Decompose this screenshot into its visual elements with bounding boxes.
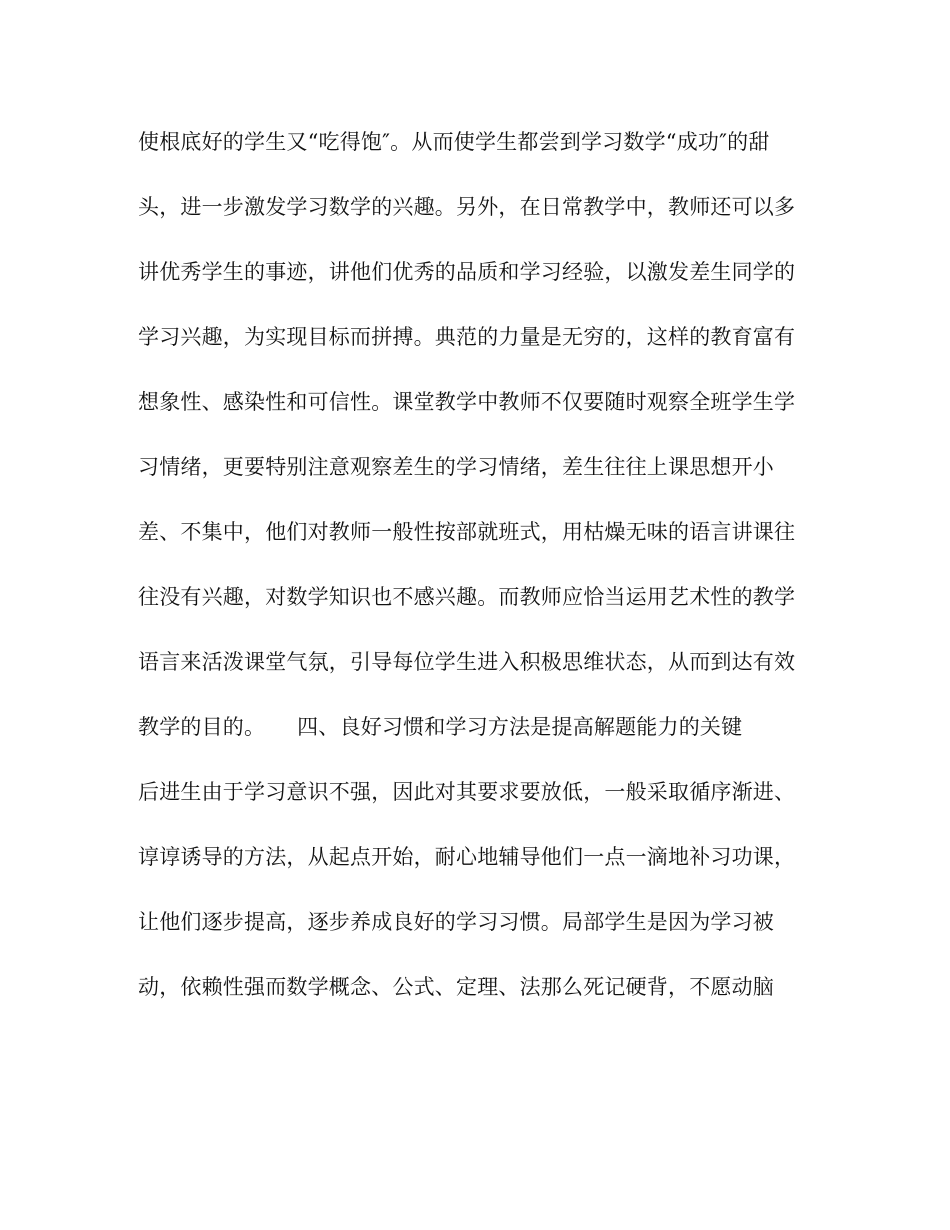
text-line: 习情绪，更要特别注意观察差生的学习情绪，差生往往上课思想开小: [138, 455, 774, 479]
text-line: 头，进一步激发学习数学的兴趣。另外，在日常教学中，教师还可以多: [138, 195, 796, 219]
text-line: 语言来活泼课堂气氛，引导每位学生进入积极思维状态，从而到达有效: [138, 650, 796, 674]
text-line: 动，依赖性强而数学概念、公式、定理、法那么死记硬背，不愿动脑: [138, 975, 774, 999]
text-line: 差、不集中，他们对教师一般性按部就班式，用枯燥无味的语言讲课往: [138, 520, 796, 544]
text-line: 教学的目的。 四、良好习惯和学习方法是提高解题能力的关键: [138, 715, 743, 739]
text-line: 谆谆诱导的方法，从起点开始，耐心地辅导他们一点一滴地补习功课，: [138, 845, 796, 869]
text-line: 让他们逐步提高，逐步养成良好的学习习惯。局部学生是因为学习被: [138, 910, 774, 934]
text-line: 想象性、感染性和可信性。课堂教学中教师不仅要随时观察全班学生学: [138, 390, 796, 414]
text-line: 使根底好的学生又“吃得饱″。从而使学生都尝到学习数学“成功″的甜: [138, 130, 770, 154]
text-line: 往没有兴趣，对数学知识也不感兴趣。而教师应恰当运用艺术性的教学: [138, 585, 796, 609]
text-line: 后进生由于学习意识不强，因此对其要求要放低，一般采取循序渐进、: [138, 780, 796, 804]
document-body: [138, 120, 828, 1030]
text-line: 学习兴趣，为实现目标而拼搏。典范的力量是无穷的，这样的教育富有: [138, 325, 796, 349]
text-line: 讲优秀学生的事迹，讲他们优秀的品质和学习经验，以激发差生同学的: [138, 260, 796, 284]
